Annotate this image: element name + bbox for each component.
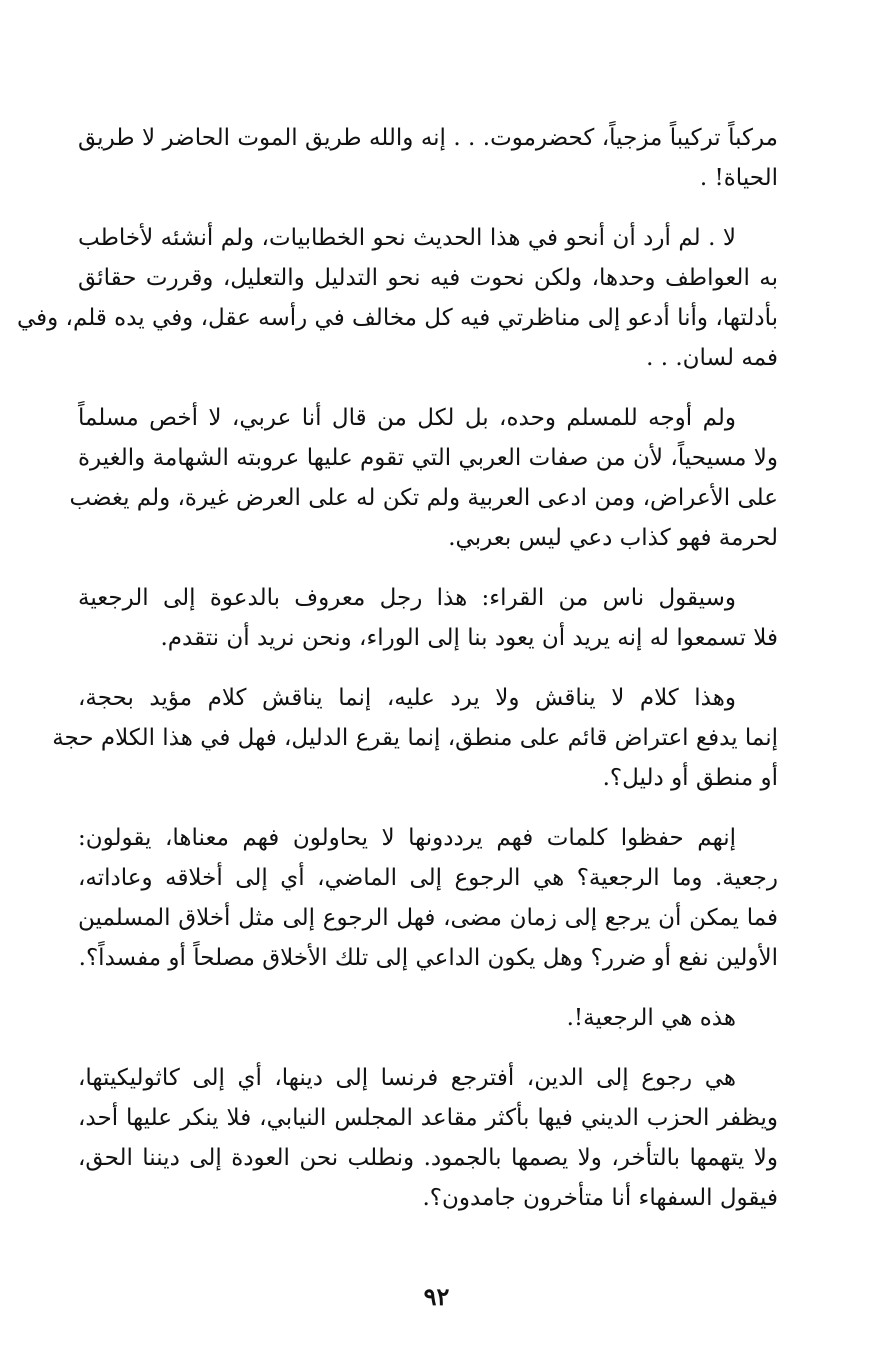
text-line: ولا يتهمها بالتأخر، ولا يصمها بالجمود. ونطلب نحن العودة إلى ديننا الحق،	[78, 1145, 778, 1171]
paragraph-3	[69, 398, 778, 558]
text-line: إنما يدفع اعتراض قائم على منطق، إنما يقرع الدليل، فهل في هذا الكلام حجة	[52, 725, 778, 751]
text-line: ولا مسيحياً، لأن من صفات العربي التي تقوم عليها عروبته الشهامة والغيرة	[78, 445, 778, 471]
paragraph-7	[78, 998, 778, 1038]
text-line: ولم أوجه للمسلم وحده، بل لكل من قال أنا عربي، لا أخص مسلماً	[78, 405, 736, 431]
text-line: وهذا كلام لا يناقش ولا يرد عليه، إنما يناقش كلام مؤيد بحجة،	[78, 685, 736, 711]
text-line: لا . لم أرد أن أنحو في هذا الحديث نحو الخطابيات، ولم أنشئه لأخاطب	[78, 225, 736, 251]
text-line: فما يمكن أن يرجع إلى زمان مضى، فهل الرجوع إلى مثل أخلاق المسلمين	[78, 905, 778, 931]
text-line: هذه هي الرجعية!.	[566, 1005, 736, 1031]
paragraph-1	[78, 118, 778, 198]
text-line: هي رجوع إلى الدين، أفترجع فرنسا إلى دينها، أي إلى كاثوليكيتها،	[78, 1065, 736, 1091]
paragraph-5	[52, 678, 778, 798]
text-line: لحرمة فهو كذاب دعي ليس بعربي.	[448, 525, 778, 551]
text-line: على الأعراض، ومن ادعى العربية ولم تكن له على العرض غيرة، ولم يغضب	[69, 485, 778, 511]
page-body	[16, 118, 778, 1238]
paragraph-2	[16, 218, 778, 378]
text-line: به العواطف وحدها، ولكن نحوت فيه نحو التدليل والتعليل، وقررت حقائق	[78, 265, 778, 291]
text-line: ويظفر الحزب الديني فيها بأكثر مقاعد المجلس النيابي، فلا ينكر عليها أحد،	[78, 1105, 778, 1131]
text-line: فيقول السفهاء أنا متأخرون جامدون؟.	[422, 1185, 778, 1211]
text-line: أو منطق أو دليل؟.	[602, 765, 778, 791]
text-line: وسيقول ناس من القراء: هذا رجل معروف بالدعوة إلى الرجعية	[78, 585, 736, 611]
text-line: بأدلتها، وأنا أدعو إلى مناظرتي فيه كل مخالف في رأسه عقل، وفي يده قلم، وفي	[16, 305, 778, 331]
text-line: إنهم حفظوا كلمات فهم يرددونها لا يحاولون فهم معناها، يقولون:	[78, 825, 736, 851]
text-line: فمه لسان. . .	[646, 345, 778, 371]
paragraph-8	[78, 1058, 778, 1218]
paragraph-4	[78, 578, 778, 658]
text-line: الأولين نفع أو ضرر؟ وهل يكون الداعي إلى تلك الأخلاق مصلحاً أو مفسداً؟.	[78, 945, 778, 971]
page-number: ٩٢	[423, 1282, 450, 1311]
text-line: الحياة! .	[699, 165, 778, 191]
paragraph-6	[78, 818, 778, 978]
text-line: رجعية. وما الرجعية؟ هي الرجوع إلى الماضي، أي إلى أخلاقه وعاداته،	[78, 865, 778, 891]
text-line: مركباً تركيباً مزجياً، كحضرموت. . . إنه والله طريق الموت الحاضر لا طريق	[78, 125, 778, 151]
text-line: فلا تسمعوا له إنه يريد أن يعود بنا إلى الوراء، ونحن نريد أن نتقدم.	[160, 625, 778, 651]
